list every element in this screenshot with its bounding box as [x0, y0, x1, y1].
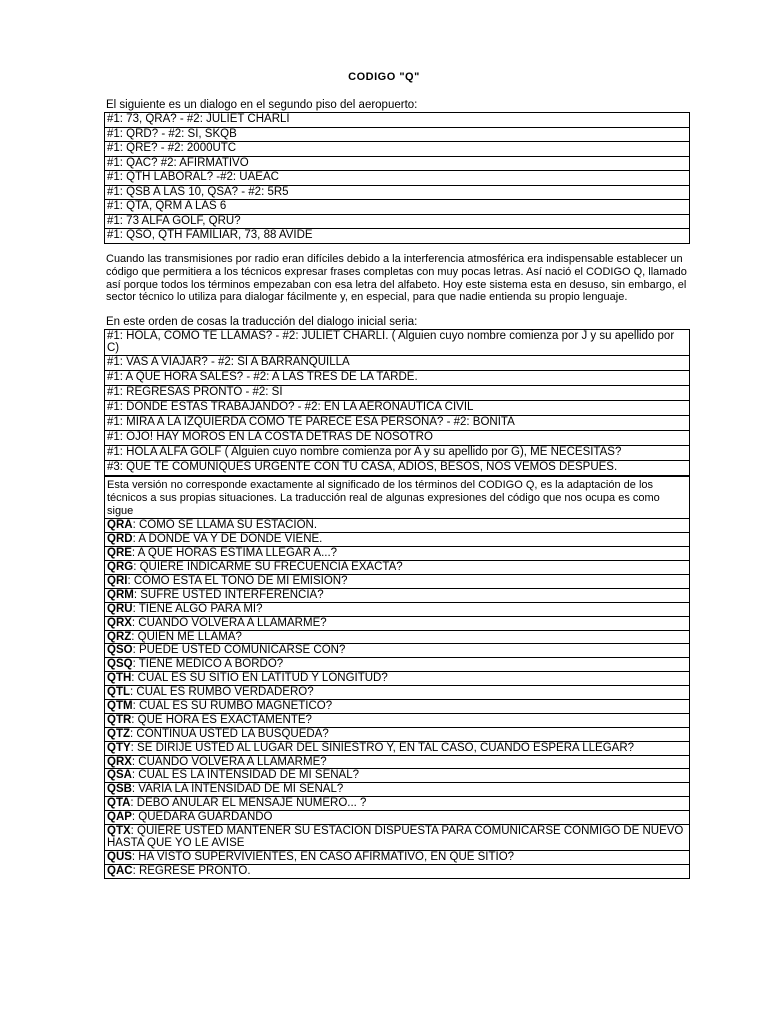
- codes-table: [104, 476, 690, 879]
- q-code-meaning: : A DONDE VA Y DE DONDE VIENE.: [132, 533, 323, 546]
- explanation-paragraph: Cuando las transmisiones por radio eran difíciles debido a la interferencia atmosférica era indispensable establecer un código que permitiera a los técnicos expresar frases completas con muy pocas letras. Así nació el CODIGO Q, llamado así porque todos los términos empezaban con esa letra del alfabeto. Hoy este sistema esta en desuso, sin embargo, el sector técnico lo utiliza para dialogar fácilmente y, en especial, para que nadie entienda su propio lenguaje.: [106, 253, 687, 304]
- q-code: QTL: [107, 686, 130, 699]
- q-code: QTX: [107, 824, 131, 837]
- q-code-meaning: : CUAL ES SU RUMBO MAGNETICO?: [132, 699, 333, 712]
- q-code-meaning: : TIENE ALGO PARA MI?: [132, 602, 263, 615]
- q-code-meaning: : CUANDO VOLVERA A LLAMARME?: [131, 755, 327, 768]
- q-code-meaning: : QUE HORA ES EXACTAMENTE?: [131, 713, 312, 726]
- q-code: QRA: [107, 519, 133, 532]
- q-code-meaning: : QUIERE INDICARME SU FRECUENCIA EXACTA?: [133, 561, 403, 574]
- table-row: [105, 756, 689, 770]
- table-row: #1: QTH LABORAL? -#2: UAEAC: [105, 171, 689, 186]
- q-code: QRZ: [107, 630, 132, 643]
- table-row: #1: QAC? #2: AFIRMATIVO: [105, 157, 689, 172]
- q-code-meaning: : QUIEN ME LLAMA?: [131, 630, 242, 643]
- q-code: QTZ: [107, 727, 130, 740]
- q-code: QTR: [107, 713, 132, 726]
- q-code: QSB: [107, 783, 132, 796]
- q-code-meaning: : HA VISTO SUPERVIVIENTES, EN CASO AFIRMATIVO, EN QUE SITIO?: [131, 850, 515, 863]
- q-code: QRU: [107, 602, 133, 615]
- table-row: [105, 561, 689, 575]
- table-row: #1: A QUE HORA SALES? - #2: A LAS TRES DE LA TARDE.: [105, 371, 689, 386]
- table-row: [105, 742, 689, 756]
- q-code-meaning: : TIENE MEDICO A BORDO?: [132, 658, 284, 671]
- table-row: [105, 631, 689, 645]
- table-row: [105, 865, 689, 878]
- table-row: [105, 769, 689, 783]
- table-row: #3: QUE TE COMUNIQUES URGENTE CON TU CASA, ADIOS, BESOS, NOS VEMOS DESPUES.: [107, 461, 618, 473]
- table-row: #1: OJO! HAY MOROS EN LA COSTA DETRÁS DE NOSOTRO: [105, 431, 689, 446]
- table-row: [105, 644, 689, 658]
- table-row: #1: HOLA ALFA GOLF ( Alguien cuyo nombre comienza por A y su apellido por G), ME NECESITAS?: [105, 446, 689, 461]
- q-code: QRE: [107, 547, 132, 560]
- q-code-meaning: : VARIA LA INTENSIDAD DE MI SEÑAL?: [131, 783, 344, 796]
- table-row: #1: MIRA A LA IZQUIERDA COMO TE PARECE ESA PERSONA? - #2: BONITA: [105, 416, 689, 431]
- codes-intro-paragraph: Esta versión no corresponde exactamente al significado de los términos del CODIGO Q, es la adaptación de los técnicos a sus propias situaciones. La traducción real de algunas expresiones del código que nos ocupa es como sigue: [105, 477, 689, 519]
- q-code-meaning: : CONTINUA USTED LA BUSQUEDA?: [130, 727, 329, 740]
- q-code: QAP: [107, 811, 132, 824]
- table-row: #1: QRD? - #2: SI, SKQB: [105, 128, 689, 143]
- table-row: #1: QRE? - #2: 2000UTC: [105, 142, 689, 157]
- q-code-meaning: : CUANDO VOLVERA A LLAMARME?: [131, 616, 327, 629]
- q-code: QRI: [107, 574, 128, 587]
- q-code-meaning: : PUEDE USTED COMUNICARSE CON?: [132, 644, 346, 657]
- q-code: QRX: [107, 616, 132, 629]
- table-row: [105, 686, 689, 700]
- table-row: [105, 851, 689, 865]
- table-row: [105, 714, 689, 728]
- q-code: QUS: [107, 850, 132, 863]
- table-row: #1: REGRESAS PRONTO - #2: SI: [105, 386, 689, 401]
- table-row: [105, 533, 689, 547]
- table-row: [105, 825, 689, 851]
- q-code: QSO: [107, 644, 133, 657]
- translation-heading: En este orden de cosas la traducción del dialogo inicial seria:: [106, 316, 418, 328]
- q-code-meaning: : CUAL ES RUMBO VERDADERO?: [130, 686, 314, 699]
- table-row: #1: HOLA, COMO TE LLAMAS? - #2: JULIET CHARLI. ( Alguien cuyo nombre comienza por J y su apellido por C): [105, 330, 689, 356]
- q-code: QRX: [107, 755, 132, 768]
- table-row: #1: QSB A LAS 10, QSA? - #2: 5R5: [105, 186, 689, 201]
- table-row: [105, 547, 689, 561]
- table-row: [105, 728, 689, 742]
- q-code: QAC: [107, 864, 133, 877]
- table-row: [105, 658, 689, 672]
- table-row: [105, 575, 689, 589]
- table-row: [105, 603, 689, 617]
- q-code: QSA: [107, 769, 132, 782]
- q-code: QTY: [107, 741, 131, 754]
- table-row: [105, 617, 689, 631]
- q-code-meaning: : A QUE HORAS ESTIMA LLEGAR A...?: [131, 547, 338, 560]
- q-code-meaning: : COMO ESTA EL TONO DE MI EMISION?: [127, 574, 348, 587]
- q-code: QTH: [107, 672, 132, 685]
- q-code-meaning: : COMO SE LLAMA SU ESTACION.: [132, 519, 318, 532]
- q-code-meaning: : SE DIRIJE USTED AL LUGAR DEL SINIESTRO Y, EN TAL CASO, CUANDO ESPERA LLEGAR?: [130, 741, 635, 754]
- explanation-block: [104, 253, 690, 304]
- q-code: QTA: [107, 797, 131, 810]
- dialog-table: [104, 112, 690, 244]
- q-code: QRD: [107, 533, 133, 546]
- translation-table: [104, 329, 690, 476]
- q-code-meaning: : QUIERE USTED MANTENER SU ESTACION DISPUESTA PARA COMUNICARSE CONMIGO DE NUEVO HASTA QUE YO LE AVISE: [107, 824, 684, 850]
- table-row: #1: QSO, QTH FAMILIAR, 73, 88 AVIDE: [107, 229, 313, 241]
- q-code: QRM: [107, 588, 134, 601]
- q-code: QSQ: [107, 658, 133, 671]
- q-code-meaning: : REGRESE PRONTO.: [132, 864, 251, 877]
- table-row: [105, 589, 689, 603]
- q-code-meaning: : SUFRE USTED INTERFERENCIA?: [133, 588, 324, 601]
- table-row: [105, 811, 689, 825]
- page-title: CODIGO "Q": [348, 71, 420, 83]
- q-code-meaning: : QUEDARA GUARDANDO: [131, 811, 273, 824]
- q-code: QRG: [107, 561, 134, 574]
- table-row: #1: 73, QRA? - #2: JULIET CHARLI: [105, 113, 689, 128]
- q-code-meaning: : DEBO ANULAR EL MENSAJE NUMERO... ?: [130, 797, 367, 810]
- intro-text: El siguiente es un dialogo en el segundo piso del aeropuerto:: [106, 99, 418, 111]
- table-row: [105, 783, 689, 797]
- q-code-meaning: : CUAL ES LA INTENSIDAD DE MI SEÑAL?: [131, 769, 360, 782]
- table-row: [105, 519, 689, 533]
- table-row: #1: VAS A VIAJAR? - #2: SI A BARRANQUILLA: [105, 356, 689, 371]
- table-row: [105, 672, 689, 686]
- q-code: QTM: [107, 699, 133, 712]
- q-code-meaning: : CUAL ES SU SITIO EN LATITUD Y LONGITUD?: [131, 672, 388, 685]
- table-row: #1: 73 ALFA GOLF, QRU?: [105, 215, 689, 230]
- table-row: #1: DONDE ESTAS TRABAJANDO? - #2: EN LA AERONAUTICA CIVIL: [105, 401, 689, 416]
- table-row: #1: QTA, QRM A LAS 6: [105, 200, 689, 215]
- table-row: [105, 700, 689, 714]
- table-row: [105, 797, 689, 811]
